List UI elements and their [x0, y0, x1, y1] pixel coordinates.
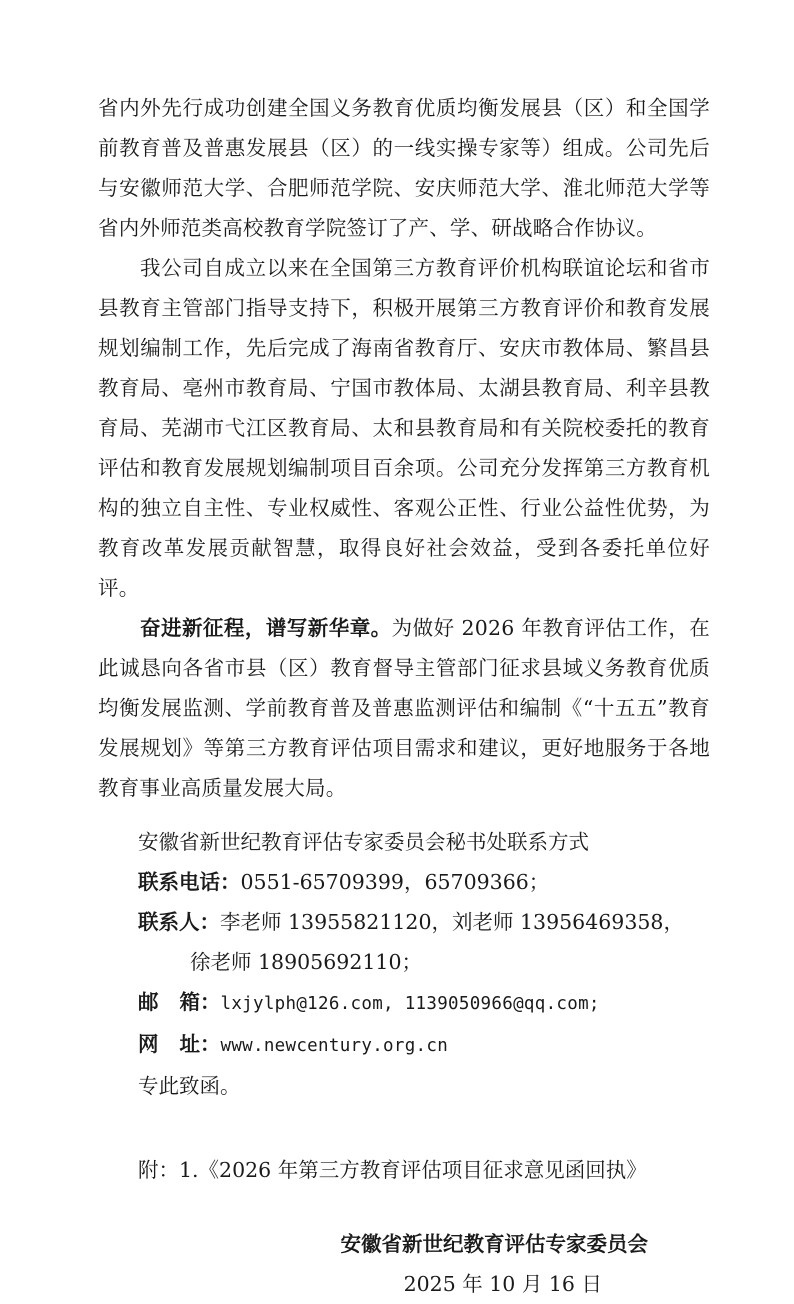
contact-email-label-1: 邮 [138, 990, 159, 1014]
body-paragraph-1: 省内外先行成功创建全国义务教育优质均衡发展县（区）和全国学前教育普及普惠发展县（区）的一线实操专家等）组成。公司先后与安徽师范大学、合肥师范学院、安庆师范大学、淮北师范大学等省内外师范类高校教育学院签订了产、学、研战略合作协议。 [98, 96, 710, 240]
contact-heading: 安徽省新世纪教育评估专家委员会秘书处联系方式 [138, 830, 589, 854]
signature-block [98, 1224, 710, 1304]
contact-email-label-2: 箱： [179, 990, 221, 1014]
contact-person-value-1: 李老师 13955821120，刘老师 13956469358， [220, 910, 684, 934]
document-content [98, 88, 710, 1304]
signature-date: 2025 年 10 月 16 日 [403, 1272, 602, 1296]
contact-email-value: lxjylph@126.com, 1139050966@qq.com; [220, 994, 600, 1014]
attachment-line: 附：1.《2026 年第三方教育评估项目征求意见函回执》 [138, 1158, 647, 1182]
contact-website-line [98, 1024, 710, 1066]
body-paragraph-3 [98, 608, 710, 808]
contact-website-label-2: 址： [179, 1032, 221, 1056]
contact-person-line [98, 902, 710, 942]
signature-organization: 安徽省新世纪教育评估专家委员会 [340, 1232, 648, 1256]
contact-person-value-2: 徐老师 18905692110； [190, 950, 422, 974]
contact-person-label: 联系人： [138, 910, 220, 934]
paragraph-3-rest: 为做好 2026 年教育评估工作，在此诚恳向各省市县（区）教育督导主管部门征求县域义务教育优质均衡发展监测、学前教育普及普惠监测评估和编制《“十五五”教育发展规划》等第三方教育评估项目需求和建议，更好地服务于各地教育事业高质量发展大局。 [98, 616, 710, 800]
contact-person-line-2 [98, 942, 710, 982]
contact-phone-line [98, 862, 710, 902]
contact-website-label-1: 网 [138, 1032, 159, 1056]
contact-block [98, 822, 710, 1106]
contact-website-value: www.newcentury.org.cn [220, 1036, 449, 1056]
contact-phone-value: 0551-65709399，65709366； [240, 870, 550, 894]
body-paragraph-2: 我公司自成立以来在全国第三方教育评价机构联谊论坛和省市县教育主管部门指导支持下，积极开展第三方教育评价和教育发展规划编制工作，先后完成了海南省教育厅、安庆市教体局、繁昌县教育局、亳州市教育局、宁国市教体局、太湖县教育局、利辛县教育局、芜湖市弋江区教育局、太和县教育局和有关院校委托的教育评估和教育发展规划编制项目百余项。公司充分发挥第三方教育机构的独立自主性、专业权威性、客观公正性、行业公益性优势，为教育改革发展贡献智慧，取得良好社会效益，受到各委托单位好评。 [98, 256, 710, 600]
contact-email-line [98, 982, 710, 1024]
paragraph-3-bold-lead: 奋进新征程，谱写新华章。 [140, 616, 392, 640]
contact-phone-label: 联系电话： [138, 870, 241, 894]
contact-closing: 专此致函。 [138, 1074, 241, 1098]
